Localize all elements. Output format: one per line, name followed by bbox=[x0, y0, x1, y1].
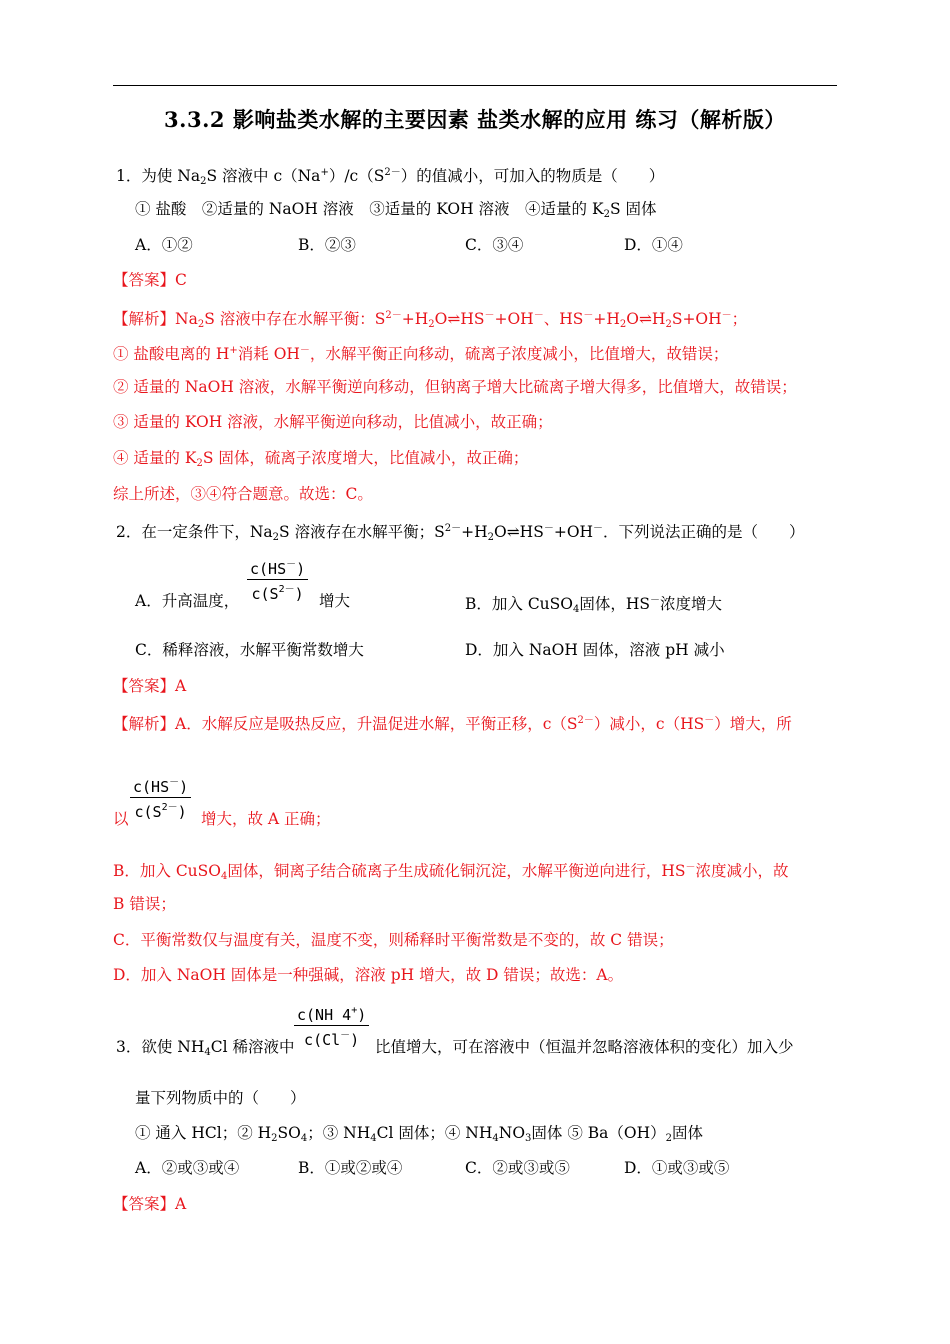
q2-analysis-3: B．加入 CuSO$_4$固体，铜离子结合硫离子生成硫化铜沉淀，水解平衡逆向进行，HS－浓度减小，故 bbox=[113, 862, 789, 882]
q2-option-b: B．加入 CuSO$_4$固体，HS－浓度增大 bbox=[465, 595, 723, 615]
q1-analysis-3: ② 适量的 NaOH 溶液，水解平衡逆向移动，但钠离子增大比硫离子增大得多，比值增大，故错误； bbox=[113, 378, 797, 396]
q1-option-c: C．③④ bbox=[465, 236, 524, 254]
q2-analysis-2-pre: 以 bbox=[113, 810, 129, 828]
q2-option-c: C．稀释溶液，水解平衡常数增大 bbox=[135, 641, 364, 659]
q2-analysis-1: 【解析】A．水解反应是吸热反应，升温促进水解，平衡正移，$c(S^{2-})$减小，c（HS－）增大，所 bbox=[113, 715, 792, 733]
q2-analysis-fraction: c(HS－) $c(S^{2-})$ bbox=[130, 774, 191, 821]
q2-answer: 【答案】A bbox=[113, 677, 187, 695]
q3-option-b: B．①或②或④ bbox=[298, 1159, 403, 1177]
q3-fraction: c(NH 4+) c(Cl－) bbox=[294, 1002, 369, 1049]
q2-analysis-5: C．平衡常数仅与温度有关，温度不变，则稀释时平衡常数是不变的，故 C 错误； bbox=[113, 931, 674, 949]
q1-option-b: B．②③ bbox=[298, 236, 356, 254]
q3-option-a: A．②或③或④ bbox=[135, 1159, 240, 1177]
q1-stem: 1．为使 $Na_2S$ 溶液中 $c(Na^+)/c(S^{2-})$的值减小，可加入的物质是（ ） bbox=[116, 167, 665, 187]
q3-stem-d: 量下列物质中的（ ） bbox=[135, 1089, 306, 1107]
q3-stem-c: 比值增大，可在溶液中（恒温并忽略溶液体积的变化）加入少 bbox=[375, 1038, 794, 1056]
q3-option-c: C．②或③或⑤ bbox=[465, 1159, 570, 1177]
q2-option-a-fraction: c(HS－) $c(S^{2-})$ bbox=[247, 556, 308, 603]
q1-option-d: D．①④ bbox=[624, 236, 683, 254]
q1-answer: 【答案】C bbox=[113, 271, 187, 289]
q1-items: ① 盐酸 ②适量的 NaOH 溶液 ③适量的 KOH 溶液 ④适量的 $K_2S$ 固体 bbox=[135, 200, 657, 220]
q2-analysis-2-post: 增大，故 A 正确； bbox=[201, 810, 331, 828]
q2-analysis-6: D．加入 NaOH 固体是一种强碱，溶液 pH 增大，故 D 错误；故选：A。 bbox=[113, 966, 624, 984]
q2-option-a-tail: 增大 bbox=[319, 592, 351, 610]
q1-analysis-6: 综上所述，③④符合题意。故选：C。 bbox=[113, 485, 373, 503]
q3-option-d: D．①或③或⑤ bbox=[624, 1159, 730, 1177]
q1-analysis-4: ③ 适量的 KOH 溶液，水解平衡逆向移动，比值减小，故正确； bbox=[113, 413, 553, 431]
q2-analysis-4: B 错误； bbox=[113, 895, 176, 913]
q1-option-a: A．①② bbox=[135, 236, 193, 254]
q2-option-d: D．加入 NaOH 固体，溶液 pH 减小 bbox=[465, 641, 725, 659]
page-title: 3.3.2 影响盐类水解的主要因素 盐类水解的应用 练习（解析版） bbox=[164, 107, 786, 132]
q3-answer: 【答案】A bbox=[113, 1195, 187, 1213]
q1-analysis-1: 【解析】$Na_2S$ 溶液中存在水解平衡：$S^{2-}+H_2O\rightleftharpoons HS^-+OH^-$、$HS^-+H_2O\rightleftharpoons H_2S+OH^-$； bbox=[113, 310, 748, 330]
q3-items: ① 通入 HCl；② $H_2SO_4$；③ $NH_4Cl$ 固体；④ $NH_4NO_3$固体 ⑤ $Ba(OH)_2$固体 bbox=[135, 1124, 704, 1144]
q1-analysis-2: ① 盐酸电离的 H+消耗 OH－，水解平衡正向移动，硫离子浓度减小，比值增大，故错误； bbox=[113, 345, 729, 363]
q2-stem: 2．在一定条件下，$Na_2S$ 溶液存在水解平衡；$S^{2-}+H_2O\rightleftharpoons HS^-+OH^-$．下列说法正确的是（ ） bbox=[116, 523, 805, 543]
q2-option-a-label: A．升高温度， bbox=[135, 592, 240, 610]
q3-stem-a: 3．欲使 $NH_4Cl$ 稀溶液中 bbox=[116, 1038, 295, 1058]
q1-analysis-5: ④ 适量的 $K_2S$ 固体，硫离子浓度增大，比值减小，故正确； bbox=[113, 449, 529, 469]
header-rule bbox=[113, 85, 837, 86]
